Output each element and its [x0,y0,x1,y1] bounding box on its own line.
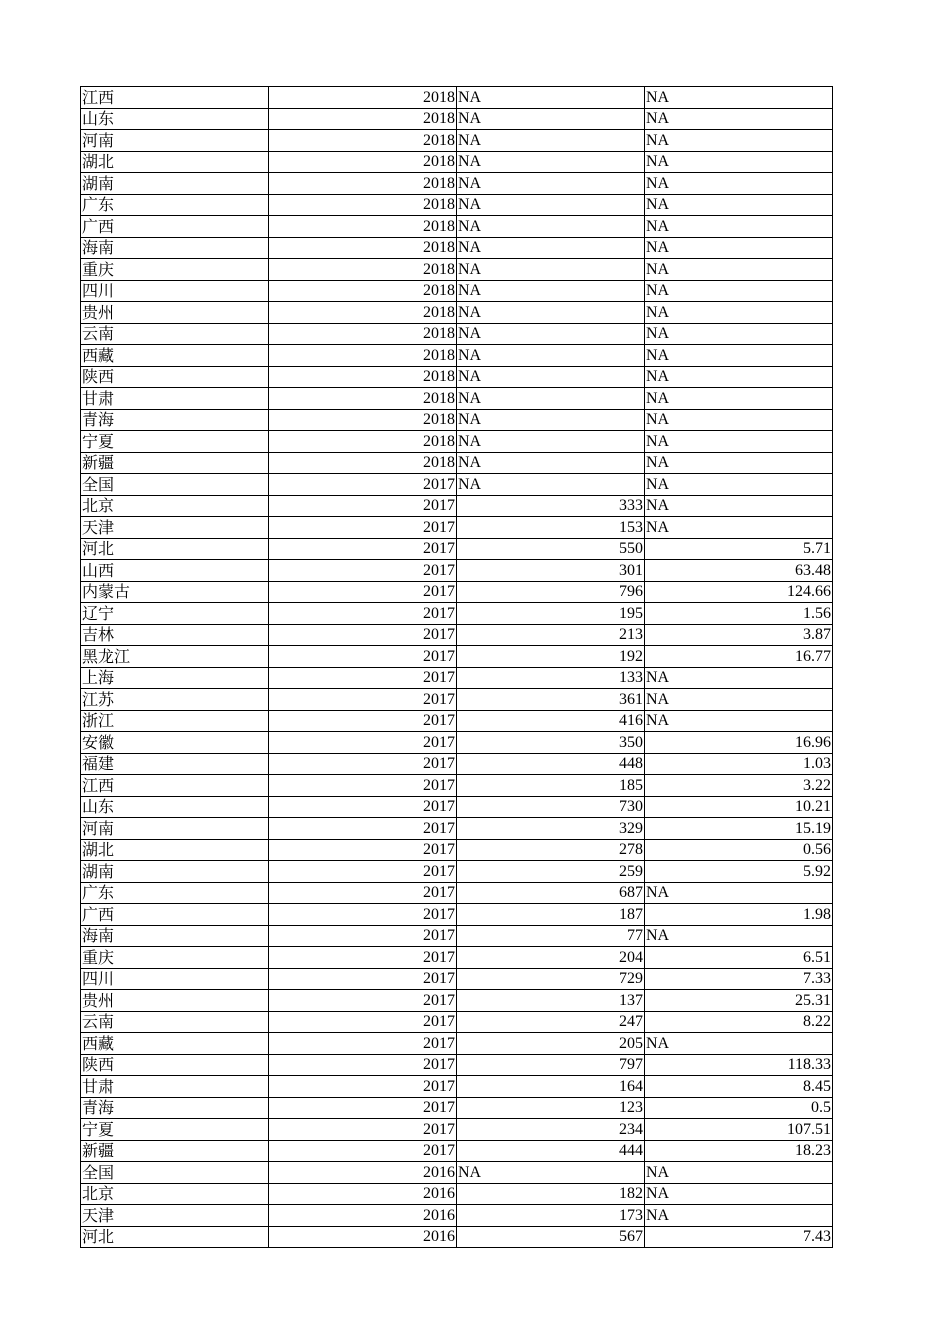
table-row [81,1162,833,1184]
table-row [81,796,833,818]
table-row [81,882,833,904]
region-cell[interactable]: 陕西 [81,1054,269,1076]
value-b-cell[interactable]: 1.56 [645,603,833,625]
table-row [81,280,833,302]
year-cell[interactable]: 2018 [269,237,457,259]
table-row [81,151,833,173]
table-row [81,732,833,754]
table-row [81,216,833,238]
value-a-cell[interactable]: 247 [457,1011,645,1033]
year-cell[interactable]: 2017 [269,646,457,668]
year-cell[interactable]: 2018 [269,431,457,453]
year-cell[interactable]: 2017 [269,710,457,732]
year-cell[interactable]: 2017 [269,495,457,517]
value-a-cell[interactable]: NA [457,409,645,431]
region-cell[interactable]: 全国 [81,1162,269,1184]
table-row [81,925,833,947]
value-b-cell[interactable]: 15.19 [645,818,833,840]
year-cell[interactable]: 2018 [269,366,457,388]
value-a-cell[interactable]: 416 [457,710,645,732]
value-a-cell[interactable]: 796 [457,581,645,603]
region-cell[interactable]: 安徽 [81,732,269,754]
region-cell[interactable]: 江西 [81,87,269,109]
region-cell[interactable]: 海南 [81,237,269,259]
region-cell[interactable]: 山东 [81,108,269,130]
region-cell[interactable]: 青海 [81,1097,269,1119]
year-cell[interactable]: 2017 [269,624,457,646]
value-a-cell[interactable]: 361 [457,689,645,711]
value-a-cell[interactable]: 133 [457,667,645,689]
value-b-cell[interactable]: NA [645,194,833,216]
region-cell[interactable]: 天津 [81,1205,269,1227]
region-cell[interactable]: 河北 [81,1226,269,1248]
year-cell[interactable]: 2017 [269,925,457,947]
year-cell[interactable]: 2018 [269,216,457,238]
value-a-cell[interactable]: 444 [457,1140,645,1162]
region-cell[interactable]: 湖北 [81,839,269,861]
value-b-cell[interactable]: NA [645,925,833,947]
value-a-cell[interactable]: 185 [457,775,645,797]
year-cell[interactable]: 2017 [269,603,457,625]
value-a-cell[interactable]: 234 [457,1119,645,1141]
value-b-cell[interactable]: 25.31 [645,990,833,1012]
year-cell[interactable]: 2017 [269,1033,457,1055]
value-a-cell[interactable]: NA [457,366,645,388]
table-row [81,1226,833,1248]
region-cell[interactable]: 西藏 [81,1033,269,1055]
spreadsheet-table [80,86,833,1248]
table-row [81,345,833,367]
value-a-cell[interactable]: 350 [457,732,645,754]
value-b-cell[interactable]: NA [645,1162,833,1184]
value-a-cell[interactable]: 797 [457,1054,645,1076]
table-row [81,667,833,689]
region-cell[interactable]: 北京 [81,1183,269,1205]
value-b-cell[interactable]: 118.33 [645,1054,833,1076]
value-a-cell[interactable]: 333 [457,495,645,517]
value-b-cell[interactable]: 8.22 [645,1011,833,1033]
table-row [81,431,833,453]
value-a-cell[interactable]: NA [457,216,645,238]
year-cell[interactable]: 2017 [269,1054,457,1076]
region-cell[interactable]: 云南 [81,323,269,345]
value-b-cell[interactable]: NA [645,216,833,238]
table-row [81,861,833,883]
value-b-cell[interactable]: NA [645,87,833,109]
table-row [81,517,833,539]
table-row [81,1119,833,1141]
table-body [81,87,833,1248]
region-cell[interactable]: 甘肃 [81,388,269,410]
value-b-cell[interactable]: 3.22 [645,775,833,797]
year-cell[interactable]: 2018 [269,302,457,324]
region-cell[interactable]: 湖南 [81,861,269,883]
region-cell[interactable]: 甘肃 [81,1076,269,1098]
table-row [81,452,833,474]
value-a-cell[interactable]: NA [457,151,645,173]
value-b-cell[interactable]: NA [645,1033,833,1055]
region-cell[interactable]: 黑龙江 [81,646,269,668]
value-a-cell[interactable]: NA [457,474,645,496]
region-cell[interactable]: 福建 [81,753,269,775]
value-b-cell[interactable]: 0.5 [645,1097,833,1119]
value-b-cell[interactable]: 7.33 [645,968,833,990]
value-a-cell[interactable]: NA [457,130,645,152]
value-b-cell[interactable]: NA [645,151,833,173]
region-cell[interactable]: 海南 [81,925,269,947]
value-b-cell[interactable]: 124.66 [645,581,833,603]
value-a-cell[interactable]: NA [457,237,645,259]
table-row [81,1054,833,1076]
table-row [81,388,833,410]
value-a-cell[interactable]: NA [457,345,645,367]
table-row [81,259,833,281]
year-cell[interactable]: 2016 [269,1226,457,1248]
value-a-cell[interactable]: NA [457,194,645,216]
region-cell[interactable]: 重庆 [81,259,269,281]
value-b-cell[interactable]: 5.71 [645,538,833,560]
year-cell[interactable]: 2017 [269,1097,457,1119]
year-cell[interactable]: 2018 [269,388,457,410]
table-row [81,495,833,517]
table-row [81,173,833,195]
year-cell[interactable]: 2018 [269,259,457,281]
value-a-cell[interactable]: 153 [457,517,645,539]
table-row [81,1205,833,1227]
value-a-cell[interactable]: 195 [457,603,645,625]
region-cell[interactable]: 吉林 [81,624,269,646]
year-cell[interactable]: 2017 [269,538,457,560]
region-cell[interactable]: 宁夏 [81,1119,269,1141]
value-a-cell[interactable]: 301 [457,560,645,582]
year-cell[interactable]: 2018 [269,130,457,152]
table-row [81,1011,833,1033]
value-b-cell[interactable]: NA [645,689,833,711]
value-a-cell[interactable]: NA [457,388,645,410]
region-cell[interactable]: 贵州 [81,302,269,324]
table-row [81,409,833,431]
value-a-cell[interactable]: NA [457,302,645,324]
year-cell[interactable]: 2017 [269,517,457,539]
value-b-cell[interactable]: NA [645,108,833,130]
table-row [81,323,833,345]
year-cell[interactable]: 2017 [269,947,457,969]
year-cell[interactable]: 2017 [269,904,457,926]
table-row [81,1076,833,1098]
table-row [81,237,833,259]
value-a-cell[interactable]: 192 [457,646,645,668]
value-b-cell[interactable]: NA [645,882,833,904]
year-cell[interactable]: 2017 [269,732,457,754]
region-cell[interactable]: 上海 [81,667,269,689]
region-cell[interactable]: 天津 [81,517,269,539]
table-row [81,603,833,625]
value-a-cell[interactable]: 182 [457,1183,645,1205]
table-row [81,710,833,732]
value-a-cell[interactable]: 730 [457,796,645,818]
region-cell[interactable]: 辽宁 [81,603,269,625]
value-b-cell[interactable]: NA [645,474,833,496]
year-cell[interactable]: 2017 [269,775,457,797]
value-a-cell[interactable]: NA [457,259,645,281]
year-cell[interactable]: 2018 [269,173,457,195]
table-row [81,624,833,646]
value-a-cell[interactable]: 173 [457,1205,645,1227]
value-b-cell[interactable]: NA [645,259,833,281]
region-cell[interactable]: 云南 [81,1011,269,1033]
value-a-cell[interactable]: 687 [457,882,645,904]
value-a-cell[interactable]: NA [457,173,645,195]
region-cell[interactable]: 河北 [81,538,269,560]
value-b-cell[interactable]: NA [645,302,833,324]
value-b-cell[interactable]: NA [645,1183,833,1205]
value-b-cell[interactable]: 3.87 [645,624,833,646]
region-cell[interactable]: 宁夏 [81,431,269,453]
year-cell[interactable]: 2017 [269,990,457,1012]
year-cell[interactable]: 2017 [269,818,457,840]
value-a-cell[interactable]: 205 [457,1033,645,1055]
year-cell[interactable]: 2018 [269,409,457,431]
table-row [81,689,833,711]
year-cell[interactable]: 2017 [269,753,457,775]
year-cell[interactable]: 2017 [269,1011,457,1033]
year-cell[interactable]: 2018 [269,194,457,216]
value-a-cell[interactable]: NA [457,87,645,109]
region-cell[interactable]: 青海 [81,409,269,431]
region-cell[interactable]: 北京 [81,495,269,517]
table-row [81,474,833,496]
value-a-cell[interactable]: 448 [457,753,645,775]
region-cell[interactable]: 新疆 [81,1140,269,1162]
year-cell[interactable]: 2018 [269,345,457,367]
table-row [81,904,833,926]
region-cell[interactable]: 湖北 [81,151,269,173]
value-b-cell[interactable]: NA [645,237,833,259]
year-cell[interactable]: 2018 [269,323,457,345]
region-cell[interactable]: 山西 [81,560,269,582]
value-b-cell[interactable]: 107.51 [645,1119,833,1141]
value-b-cell[interactable]: 16.96 [645,732,833,754]
value-b-cell[interactable]: NA [645,173,833,195]
year-cell[interactable]: 2017 [269,968,457,990]
value-a-cell[interactable]: 187 [457,904,645,926]
region-cell[interactable]: 新疆 [81,452,269,474]
region-cell[interactable]: 广西 [81,216,269,238]
value-a-cell[interactable]: NA [457,452,645,474]
value-a-cell[interactable]: 77 [457,925,645,947]
year-cell[interactable]: 2017 [269,581,457,603]
year-cell[interactable]: 2017 [269,560,457,582]
table-row [81,818,833,840]
value-b-cell[interactable]: 1.03 [645,753,833,775]
table-row [81,1097,833,1119]
table-row [81,87,833,109]
value-b-cell[interactable]: NA [645,130,833,152]
value-a-cell[interactable]: 204 [457,947,645,969]
table-row [81,775,833,797]
region-cell[interactable]: 贵州 [81,990,269,1012]
value-b-cell[interactable]: 1.98 [645,904,833,926]
value-a-cell[interactable]: 329 [457,818,645,840]
region-cell[interactable]: 浙江 [81,710,269,732]
value-b-cell[interactable]: NA [645,409,833,431]
value-b-cell[interactable]: 6.51 [645,947,833,969]
region-cell[interactable]: 广西 [81,904,269,926]
table-row [81,194,833,216]
region-cell[interactable]: 山东 [81,796,269,818]
table-row [81,1140,833,1162]
table-row [81,839,833,861]
table-row [81,366,833,388]
value-b-cell[interactable]: NA [645,1205,833,1227]
year-cell[interactable]: 2016 [269,1205,457,1227]
year-cell[interactable]: 2017 [269,1076,457,1098]
year-cell[interactable]: 2017 [269,667,457,689]
year-cell[interactable]: 2017 [269,839,457,861]
value-b-cell[interactable]: NA [645,388,833,410]
year-cell[interactable]: 2017 [269,1119,457,1141]
table-row [81,130,833,152]
region-cell[interactable]: 全国 [81,474,269,496]
value-b-cell[interactable]: NA [645,280,833,302]
value-b-cell[interactable]: NA [645,345,833,367]
table-row [81,108,833,130]
value-b-cell[interactable]: 7.43 [645,1226,833,1248]
table-row [81,538,833,560]
value-a-cell[interactable]: NA [457,323,645,345]
value-b-cell[interactable]: 5.92 [645,861,833,883]
year-cell[interactable]: 2016 [269,1183,457,1205]
value-a-cell[interactable]: 259 [457,861,645,883]
year-cell[interactable]: 2017 [269,882,457,904]
year-cell[interactable]: 2017 [269,474,457,496]
value-b-cell[interactable]: 18.23 [645,1140,833,1162]
value-b-cell[interactable]: NA [645,710,833,732]
value-b-cell[interactable]: 8.45 [645,1076,833,1098]
table-row [81,753,833,775]
table-row [81,560,833,582]
value-a-cell[interactable]: NA [457,1162,645,1184]
region-cell[interactable]: 内蒙古 [81,581,269,603]
year-cell[interactable]: 2018 [269,452,457,474]
region-cell[interactable]: 陕西 [81,366,269,388]
region-cell[interactable]: 四川 [81,280,269,302]
value-a-cell[interactable]: NA [457,431,645,453]
value-a-cell[interactable]: NA [457,108,645,130]
year-cell[interactable]: 2016 [269,1162,457,1184]
value-a-cell[interactable]: 278 [457,839,645,861]
value-a-cell[interactable]: 164 [457,1076,645,1098]
table-row [81,947,833,969]
value-a-cell[interactable]: 123 [457,1097,645,1119]
region-cell[interactable]: 江西 [81,775,269,797]
year-cell[interactable]: 2017 [269,1140,457,1162]
region-cell[interactable]: 四川 [81,968,269,990]
year-cell[interactable]: 2017 [269,689,457,711]
region-cell[interactable]: 广东 [81,882,269,904]
value-a-cell[interactable]: NA [457,280,645,302]
region-cell[interactable]: 河南 [81,818,269,840]
value-a-cell[interactable]: 137 [457,990,645,1012]
region-cell[interactable]: 江苏 [81,689,269,711]
year-cell[interactable]: 2017 [269,861,457,883]
region-cell[interactable]: 广东 [81,194,269,216]
value-b-cell[interactable]: NA [645,366,833,388]
table-row [81,646,833,668]
region-cell[interactable]: 湖南 [81,173,269,195]
value-a-cell[interactable]: 567 [457,1226,645,1248]
value-b-cell[interactable]: NA [645,323,833,345]
year-cell[interactable]: 2018 [269,108,457,130]
year-cell[interactable]: 2018 [269,87,457,109]
region-cell[interactable]: 重庆 [81,947,269,969]
value-b-cell[interactable]: NA [645,517,833,539]
value-b-cell[interactable]: 16.77 [645,646,833,668]
value-b-cell[interactable]: NA [645,667,833,689]
value-b-cell[interactable]: NA [645,495,833,517]
value-b-cell[interactable]: 63.48 [645,560,833,582]
value-a-cell[interactable]: 550 [457,538,645,560]
table-row [81,302,833,324]
region-cell[interactable]: 河南 [81,130,269,152]
table-row [81,968,833,990]
year-cell[interactable]: 2017 [269,796,457,818]
value-b-cell[interactable]: 10.21 [645,796,833,818]
table-row [81,1183,833,1205]
value-b-cell[interactable]: NA [645,452,833,474]
region-cell[interactable]: 西藏 [81,345,269,367]
table-row [81,581,833,603]
value-a-cell[interactable]: 213 [457,624,645,646]
table-row [81,1033,833,1055]
year-cell[interactable]: 2018 [269,280,457,302]
value-b-cell[interactable]: 0.56 [645,839,833,861]
value-b-cell[interactable]: NA [645,431,833,453]
value-a-cell[interactable]: 729 [457,968,645,990]
year-cell[interactable]: 2018 [269,151,457,173]
table-row [81,990,833,1012]
